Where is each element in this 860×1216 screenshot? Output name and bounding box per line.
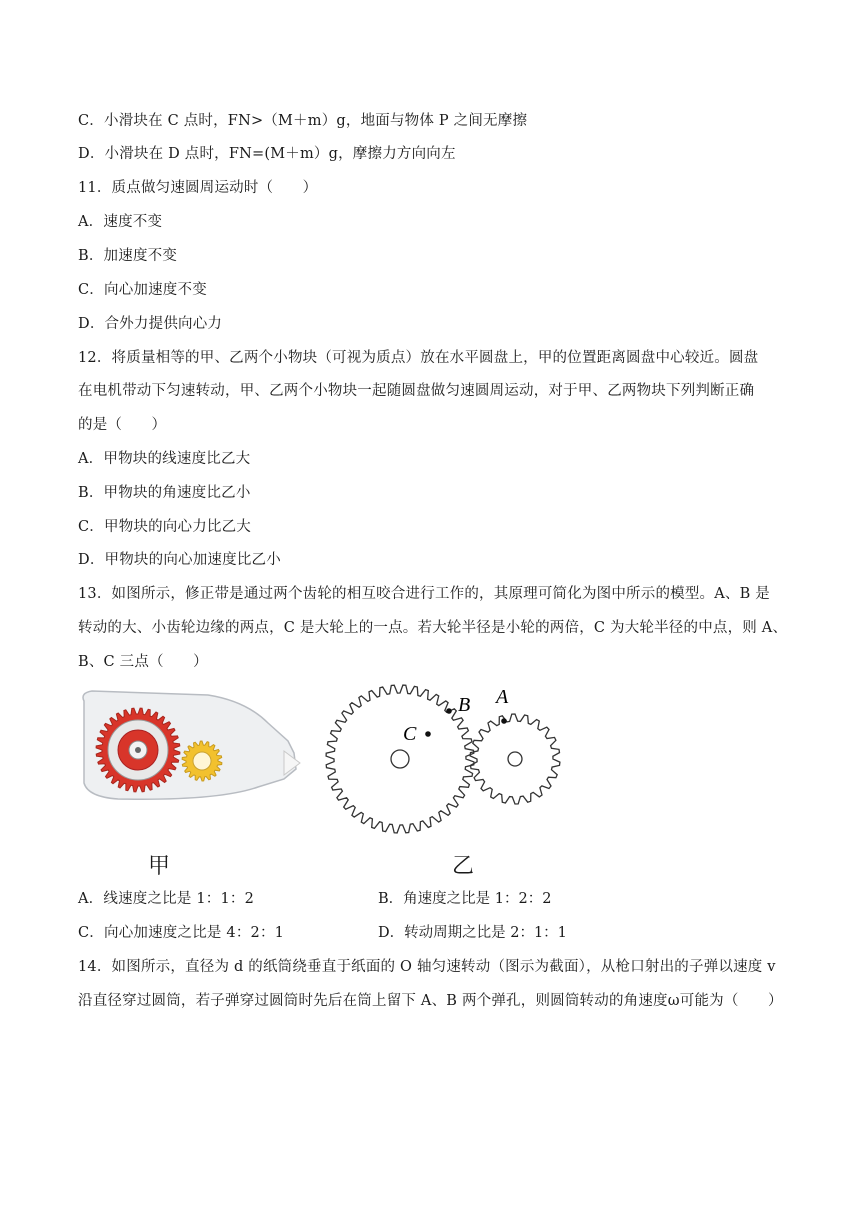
point-b-dot <box>446 708 452 714</box>
q11-option-c: C．向心加速度不变 <box>78 282 207 298</box>
q13-option-d: D．转动周期之比是 2：1：1 <box>378 925 567 941</box>
q13-option-c: C．向心加速度之比是 4：2：1 <box>78 925 285 941</box>
q13-stem-line3: B、C 三点（ ） <box>78 654 208 670</box>
point-c-dot <box>425 731 431 737</box>
q12-option-c: C．甲物块的向心力比乙大 <box>78 519 251 535</box>
figure-label-right: 乙 <box>452 854 475 879</box>
q13-stem-line1: 13．如图所示，修正带是通过两个齿轮的相互咬合进行工作的，其原理可简化为图中所示的模型。A、B 是 <box>78 586 770 602</box>
correction-tape-photo <box>83 691 300 799</box>
q11-stem: 11．质点做匀速圆周运动时（ ） <box>78 180 318 196</box>
q13-stem-line2: 转动的大、小齿轮边缘的两点，C 是大轮上的一点。若大轮半径是小轮的两倍，C 为大轮半径的中点，则 A、 <box>78 620 788 636</box>
small-gear-axle <box>508 752 522 766</box>
q12-stem-line2: 在电机带动下匀速转动，甲、乙两个小物块一起随圆盘做匀速圆周运动，对于甲、乙两物块下列判断正确 <box>78 383 755 399</box>
small-gear <box>470 714 560 804</box>
q14-stem-line2: 沿直径穿过圆筒，若子弹穿过圆筒时先后在筒上留下 A、B 两个弹孔，则圆筒转动的角速度ω可能为（ ） <box>78 993 783 1009</box>
q11-option-b: B．加速度不变 <box>78 248 178 264</box>
label-c: C <box>403 723 417 745</box>
q10-option-d: D．小滑块在 D 点时，FN=(M＋m）g，摩擦力方向向左 <box>78 146 456 162</box>
q12-option-a: A．甲物块的线速度比乙大 <box>78 451 251 467</box>
q12-stem-line3: 的是（ ） <box>78 417 167 433</box>
q12-stem-line1: 12．将质量相等的甲、乙两个小物块（可视为质点）放在水平圆盘上，甲的位置距离圆盘中心较近。圆盘 <box>78 350 759 366</box>
q13-option-b: B．角速度之比是 1：2：2 <box>378 891 552 907</box>
figure-label-left: 甲 <box>148 854 171 879</box>
q10-option-c: C．小滑块在 C 点时，FN>（M＋m）g，地面与物体 P 之间无摩擦 <box>78 113 528 129</box>
q12-option-b: B．甲物块的角速度比乙小 <box>78 485 251 501</box>
big-gear <box>326 685 474 833</box>
label-b: B <box>458 694 471 716</box>
gear-model-diagram <box>326 685 560 833</box>
q11-option-d: D．合外力提供向心力 <box>78 316 223 332</box>
point-a-dot <box>501 718 507 724</box>
q12-option-d: D．甲物块的向心加速度比乙小 <box>78 552 281 568</box>
label-a: A <box>496 686 509 708</box>
q14-stem-line1: 14．如图所示，直径为 d 的纸筒绕垂直于纸面的 O 轴匀速转动（图示为截面），从枪口射出的子弹以速度 v <box>78 959 776 975</box>
q13-option-a: A．线速度之比是 1：1：2 <box>78 891 255 907</box>
big-gear-axle <box>391 750 409 768</box>
q11-option-a: A．速度不变 <box>78 214 163 230</box>
